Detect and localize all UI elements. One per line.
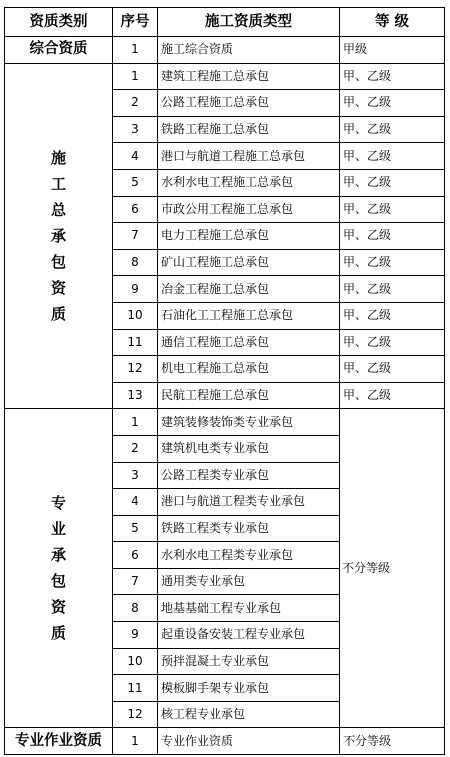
grade-cell: 甲、乙级: [340, 302, 445, 329]
grade-cell: 甲、乙级: [340, 382, 445, 409]
header-category: 资质类别: [5, 8, 113, 37]
qualification-type: 建筑工程施工总承包: [158, 63, 340, 90]
qualification-type: 核工程专业承包: [158, 701, 340, 728]
qualification-type: 公路工程施工总承包: [158, 90, 340, 117]
qualification-type: 通信工程施工总承包: [158, 329, 340, 356]
category-char: 施: [50, 148, 66, 167]
category-cell: 专业作业资质: [5, 728, 113, 755]
row-number: 7: [113, 568, 158, 595]
qualification-type: 矿山工程施工总承包: [158, 249, 340, 276]
grade-cell: 甲、乙级: [340, 276, 445, 303]
header-grade: 等 级: [340, 8, 445, 37]
row-number: 11: [113, 329, 158, 356]
grade-cell: 甲、乙级: [340, 196, 445, 223]
row-number: 11: [113, 675, 158, 702]
grade-cell: 甲、乙级: [340, 63, 445, 90]
row-number: 6: [113, 542, 158, 569]
grade-cell: 甲、乙级: [340, 116, 445, 143]
qualification-type: 铁路工程类专业承包: [158, 515, 340, 542]
row-number: 9: [113, 622, 158, 649]
row-number: 6: [113, 196, 158, 223]
row-number: 10: [113, 648, 158, 675]
row-number: 5: [113, 169, 158, 196]
row-number: 9: [113, 276, 158, 303]
row-number: 10: [113, 302, 158, 329]
header-type: 施工资质类型: [158, 8, 340, 37]
category-char: 质: [50, 304, 66, 323]
qualification-type: 民航工程施工总承包: [158, 382, 340, 409]
category-cell: [5, 409, 113, 728]
row-number: 3: [113, 116, 158, 143]
qualification-type: 港口与航道工程类专业承包: [158, 489, 340, 516]
grade-cell: 甲、乙级: [340, 143, 445, 170]
row-number: 12: [113, 356, 158, 383]
row-number: 13: [113, 382, 158, 409]
category-char: 资: [50, 278, 66, 297]
row-number: 1: [113, 728, 158, 755]
qualification-type: 通用类专业承包: [158, 568, 340, 595]
grade-cell: 不分等级: [340, 409, 445, 728]
qualification-type: 建筑机电类专业承包: [158, 435, 340, 462]
qualification-type: 预拌混凝土专业承包: [158, 648, 340, 675]
category-char: 工: [50, 174, 66, 193]
qualification-type: 铁路工程施工总承包: [158, 116, 340, 143]
category-char: 承: [50, 546, 66, 565]
category-cell: 综合资质: [5, 37, 113, 64]
qualification-type: 水利水电工程类专业承包: [158, 542, 340, 569]
qualification-type: 港口与航道工程施工总承包: [158, 143, 340, 170]
grade-cell: 不分等级: [340, 728, 445, 755]
qualification-type: 起重设备安装工程专业承包: [158, 622, 340, 649]
qualification-type: 施工综合资质: [158, 37, 340, 64]
category-char: 质: [50, 624, 66, 643]
category-char: 资: [50, 598, 66, 617]
qualification-type: 公路工程类专业承包: [158, 462, 340, 489]
grade-cell: 甲、乙级: [340, 329, 445, 356]
category-char: 包: [50, 572, 66, 591]
qualification-type: 机电工程施工总承包: [158, 356, 340, 383]
qualification-type: 冶金工程施工总承包: [158, 276, 340, 303]
qualification-type: 水利水电工程施工总承包: [158, 169, 340, 196]
row-number: 5: [113, 515, 158, 542]
category-cell: [5, 63, 113, 409]
category-char: 承: [50, 226, 66, 245]
row-number: 8: [113, 249, 158, 276]
grade-cell: 甲、乙级: [340, 249, 445, 276]
grade-cell: 甲级: [340, 37, 445, 64]
row-number: 1: [113, 63, 158, 90]
category-char: 总: [50, 200, 66, 219]
qualification-type: 市政公用工程施工总承包: [158, 196, 340, 223]
header-row: [5, 8, 445, 37]
table-row: [5, 728, 445, 755]
qualification-type: 模板脚手架专业承包: [158, 675, 340, 702]
qualification-type: 建筑装修装饰类专业承包: [158, 409, 340, 436]
table-body: [5, 37, 445, 755]
grade-cell: 甲、乙级: [340, 90, 445, 117]
row-number: 2: [113, 435, 158, 462]
row-number: 4: [113, 489, 158, 516]
category-char: 包: [50, 252, 66, 271]
table-row: [5, 409, 445, 436]
qualification-type: 石油化工工程施工总承包: [158, 302, 340, 329]
qualification-table: [4, 7, 445, 755]
qualification-type: 专业作业资质: [158, 728, 340, 755]
header-number: 序号: [113, 8, 158, 37]
row-number: 12: [113, 701, 158, 728]
row-number: 7: [113, 223, 158, 250]
row-number: 8: [113, 595, 158, 622]
grade-cell: 甲、乙级: [340, 356, 445, 383]
row-number: 2: [113, 90, 158, 117]
category-char: 专: [50, 494, 66, 513]
row-number: 3: [113, 462, 158, 489]
grade-cell: 甲、乙级: [340, 169, 445, 196]
row-number: 1: [113, 409, 158, 436]
row-number: 1: [113, 37, 158, 64]
table-row: [5, 63, 445, 90]
qualification-type: 地基基础工程专业承包: [158, 595, 340, 622]
row-number: 4: [113, 143, 158, 170]
grade-cell: 甲、乙级: [340, 223, 445, 250]
table-row: [5, 37, 445, 64]
category-char: 业: [50, 520, 66, 539]
qualification-type: 电力工程施工总承包: [158, 223, 340, 250]
